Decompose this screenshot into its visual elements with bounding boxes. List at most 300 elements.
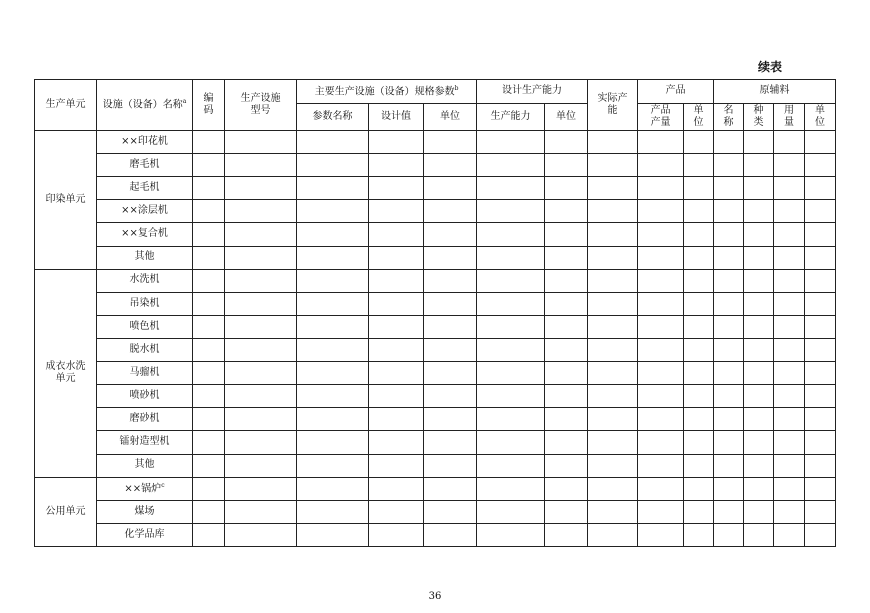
- empty-cell: [477, 454, 545, 477]
- empty-cell: [684, 200, 714, 223]
- empty-cell: [638, 338, 684, 361]
- header-param-name: 参数名称: [297, 104, 369, 131]
- header-model: 生产设施型号: [225, 80, 297, 131]
- empty-cell: [588, 431, 638, 454]
- table-row: [35, 292, 836, 315]
- facility-name-cell: 镭射造型机: [97, 431, 193, 454]
- empty-cell: [744, 385, 774, 408]
- facility-name-cell: 喷色机: [97, 315, 193, 338]
- empty-cell: [369, 408, 424, 431]
- empty-cell: [714, 315, 744, 338]
- empty-cell: [545, 131, 588, 154]
- empty-cell: [369, 523, 424, 546]
- empty-cell: [424, 385, 477, 408]
- empty-cell: [588, 385, 638, 408]
- empty-cell: [225, 500, 297, 523]
- empty-cell: [193, 500, 225, 523]
- header-design-value: 设计值: [369, 104, 424, 131]
- page-number: 36: [428, 591, 442, 602]
- header-capacity: 生产能力: [477, 104, 545, 131]
- empty-cell: [684, 223, 714, 246]
- empty-cell: [744, 200, 774, 223]
- empty-cell: [744, 131, 774, 154]
- empty-cell: [774, 431, 805, 454]
- table-row: [35, 362, 836, 385]
- empty-cell: [744, 292, 774, 315]
- empty-cell: [774, 338, 805, 361]
- empty-cell: [297, 500, 369, 523]
- empty-cell: [684, 500, 714, 523]
- empty-cell: [477, 408, 545, 431]
- empty-cell: [193, 523, 225, 546]
- empty-cell: [774, 269, 805, 292]
- empty-cell: [588, 246, 638, 269]
- header-product: 产品: [638, 80, 714, 104]
- empty-cell: [297, 292, 369, 315]
- unit-cell: 公用单元: [35, 477, 97, 546]
- empty-cell: [545, 246, 588, 269]
- empty-cell: [684, 523, 714, 546]
- table-header-row-1: [35, 80, 836, 104]
- empty-cell: [369, 200, 424, 223]
- empty-cell: [805, 385, 836, 408]
- empty-cell: [193, 292, 225, 315]
- empty-cell: [193, 269, 225, 292]
- unit-cell: 印染单元: [35, 131, 97, 270]
- empty-cell: [774, 454, 805, 477]
- header-unit: 生产单元: [35, 80, 97, 131]
- empty-cell: [297, 223, 369, 246]
- empty-cell: [297, 454, 369, 477]
- empty-cell: [477, 431, 545, 454]
- unit-cell: 成衣水洗单元: [35, 269, 97, 477]
- empty-cell: [545, 431, 588, 454]
- empty-cell: [297, 315, 369, 338]
- table-row: [35, 315, 836, 338]
- empty-cell: [684, 131, 714, 154]
- empty-cell: [805, 315, 836, 338]
- empty-cell: [714, 431, 744, 454]
- empty-cell: [545, 292, 588, 315]
- empty-cell: [744, 246, 774, 269]
- header-actual-capacity: 实际产能: [588, 80, 638, 131]
- empty-cell: [369, 223, 424, 246]
- empty-cell: [714, 338, 744, 361]
- table-row: [35, 500, 836, 523]
- facility-name-cell: 起毛机: [97, 177, 193, 200]
- empty-cell: [225, 385, 297, 408]
- empty-cell: [744, 315, 774, 338]
- empty-cell: [545, 477, 588, 500]
- empty-cell: [369, 246, 424, 269]
- empty-cell: [297, 523, 369, 546]
- empty-cell: [714, 292, 744, 315]
- empty-cell: [424, 154, 477, 177]
- empty-cell: [774, 200, 805, 223]
- empty-cell: [684, 292, 714, 315]
- empty-cell: [714, 269, 744, 292]
- table-row: [35, 454, 836, 477]
- empty-cell: [225, 315, 297, 338]
- empty-cell: [424, 523, 477, 546]
- empty-cell: [297, 154, 369, 177]
- facility-name-cell: ××锅炉$^c$: [97, 477, 193, 500]
- table-row: [35, 269, 836, 292]
- table-row: [35, 131, 836, 154]
- empty-cell: [805, 131, 836, 154]
- empty-cell: [225, 408, 297, 431]
- empty-cell: [424, 408, 477, 431]
- empty-cell: [638, 500, 684, 523]
- empty-cell: [477, 477, 545, 500]
- empty-cell: [805, 454, 836, 477]
- empty-cell: [588, 338, 638, 361]
- empty-cell: [774, 408, 805, 431]
- empty-cell: [805, 200, 836, 223]
- empty-cell: [369, 431, 424, 454]
- empty-cell: [193, 223, 225, 246]
- empty-cell: [477, 200, 545, 223]
- empty-cell: [714, 223, 744, 246]
- empty-cell: [225, 269, 297, 292]
- empty-cell: [424, 246, 477, 269]
- empty-cell: [714, 177, 744, 200]
- empty-cell: [225, 177, 297, 200]
- empty-cell: [638, 477, 684, 500]
- empty-cell: [684, 431, 714, 454]
- empty-cell: [225, 246, 297, 269]
- empty-cell: [714, 523, 744, 546]
- empty-cell: [805, 500, 836, 523]
- empty-cell: [638, 385, 684, 408]
- empty-cell: [588, 523, 638, 546]
- empty-cell: [774, 523, 805, 546]
- facility-name-cell: 吊染机: [97, 292, 193, 315]
- empty-cell: [588, 315, 638, 338]
- empty-cell: [369, 131, 424, 154]
- empty-cell: [193, 177, 225, 200]
- empty-cell: [774, 385, 805, 408]
- header-raw-material: 原辅料: [714, 80, 836, 104]
- empty-cell: [774, 315, 805, 338]
- header-design-capacity: 设计生产能力: [477, 80, 588, 104]
- empty-cell: [297, 246, 369, 269]
- empty-cell: [714, 385, 744, 408]
- empty-cell: [193, 477, 225, 500]
- empty-cell: [638, 269, 684, 292]
- empty-cell: [774, 154, 805, 177]
- empty-cell: [774, 131, 805, 154]
- empty-cell: [477, 246, 545, 269]
- empty-cell: [193, 362, 225, 385]
- empty-cell: [744, 500, 774, 523]
- empty-cell: [193, 315, 225, 338]
- empty-cell: [805, 292, 836, 315]
- table-row: [35, 177, 836, 200]
- empty-cell: [424, 338, 477, 361]
- empty-cell: [193, 385, 225, 408]
- header-material-amount: 用量: [774, 104, 805, 131]
- empty-cell: [684, 408, 714, 431]
- empty-cell: [225, 454, 297, 477]
- table-row: [35, 246, 836, 269]
- facility-name-cell: ××涂层机: [97, 200, 193, 223]
- empty-cell: [638, 223, 684, 246]
- empty-cell: [774, 477, 805, 500]
- empty-cell: [297, 338, 369, 361]
- empty-cell: [638, 523, 684, 546]
- empty-cell: [225, 362, 297, 385]
- empty-cell: [369, 362, 424, 385]
- empty-cell: [805, 477, 836, 500]
- table-row: [35, 408, 836, 431]
- header-main-params: 主要生产设施（设备）规格参数$^b$: [297, 80, 477, 104]
- empty-cell: [805, 338, 836, 361]
- facility-name-cell: 磨毛机: [97, 154, 193, 177]
- empty-cell: [369, 269, 424, 292]
- empty-cell: [805, 523, 836, 546]
- empty-cell: [424, 131, 477, 154]
- empty-cell: [684, 269, 714, 292]
- empty-cell: [225, 338, 297, 361]
- empty-cell: [225, 200, 297, 223]
- empty-cell: [477, 385, 545, 408]
- empty-cell: [684, 477, 714, 500]
- empty-cell: [193, 338, 225, 361]
- empty-cell: [714, 154, 744, 177]
- empty-cell: [545, 177, 588, 200]
- table-row: [35, 385, 836, 408]
- facility-name-cell: 其他: [97, 454, 193, 477]
- empty-cell: [369, 454, 424, 477]
- header-facility-name: 设施（设备）名称$^a$: [97, 80, 193, 131]
- empty-cell: [744, 338, 774, 361]
- header-material-type: 种类: [744, 104, 774, 131]
- empty-cell: [714, 131, 744, 154]
- facility-name-cell: 喷砂机: [97, 385, 193, 408]
- empty-cell: [369, 177, 424, 200]
- empty-cell: [638, 454, 684, 477]
- empty-cell: [714, 362, 744, 385]
- empty-cell: [714, 477, 744, 500]
- empty-cell: [424, 269, 477, 292]
- empty-cell: [369, 385, 424, 408]
- empty-cell: [545, 269, 588, 292]
- empty-cell: [193, 154, 225, 177]
- facility-name-cell: 磨砂机: [97, 408, 193, 431]
- empty-cell: [714, 454, 744, 477]
- empty-cell: [714, 408, 744, 431]
- facility-name-cell: 化学品库: [97, 523, 193, 546]
- table-row: [35, 200, 836, 223]
- empty-cell: [805, 362, 836, 385]
- empty-cell: [477, 315, 545, 338]
- empty-cell: [714, 200, 744, 223]
- empty-cell: [477, 269, 545, 292]
- empty-cell: [424, 431, 477, 454]
- empty-cell: [684, 315, 714, 338]
- empty-cell: [545, 385, 588, 408]
- header-product-output: 产品产量: [638, 104, 684, 131]
- facility-name-cell: 水洗机: [97, 269, 193, 292]
- empty-cell: [297, 200, 369, 223]
- empty-cell: [805, 246, 836, 269]
- empty-cell: [545, 200, 588, 223]
- empty-cell: [684, 454, 714, 477]
- empty-cell: [744, 154, 774, 177]
- empty-cell: [477, 500, 545, 523]
- empty-cell: [588, 177, 638, 200]
- table-row: [35, 154, 836, 177]
- empty-cell: [638, 131, 684, 154]
- empty-cell: [477, 338, 545, 361]
- table-row: [35, 431, 836, 454]
- empty-cell: [684, 338, 714, 361]
- empty-cell: [588, 454, 638, 477]
- empty-cell: [744, 408, 774, 431]
- empty-cell: [684, 177, 714, 200]
- empty-cell: [714, 246, 744, 269]
- empty-cell: [744, 431, 774, 454]
- empty-cell: [545, 408, 588, 431]
- empty-cell: [369, 500, 424, 523]
- empty-cell: [545, 338, 588, 361]
- empty-cell: [193, 131, 225, 154]
- empty-cell: [588, 362, 638, 385]
- empty-cell: [225, 292, 297, 315]
- header-product-unit: 单位: [684, 104, 714, 131]
- empty-cell: [545, 154, 588, 177]
- empty-cell: [588, 131, 638, 154]
- empty-cell: [638, 408, 684, 431]
- empty-cell: [369, 292, 424, 315]
- empty-cell: [588, 269, 638, 292]
- empty-cell: [774, 500, 805, 523]
- empty-cell: [477, 177, 545, 200]
- header-material-name: 名称: [714, 104, 744, 131]
- empty-cell: [477, 131, 545, 154]
- empty-cell: [297, 385, 369, 408]
- empty-cell: [805, 408, 836, 431]
- empty-cell: [477, 523, 545, 546]
- empty-cell: [744, 477, 774, 500]
- empty-cell: [545, 315, 588, 338]
- empty-cell: [638, 246, 684, 269]
- empty-cell: [744, 454, 774, 477]
- facility-name-cell: ××复合机: [97, 223, 193, 246]
- empty-cell: [424, 315, 477, 338]
- empty-cell: [638, 431, 684, 454]
- empty-cell: [638, 200, 684, 223]
- table-row: [35, 223, 836, 246]
- empty-cell: [684, 154, 714, 177]
- facility-name-cell: 脱水机: [97, 338, 193, 361]
- empty-cell: [193, 200, 225, 223]
- facility-name-cell: ××印花机: [97, 131, 193, 154]
- empty-cell: [225, 523, 297, 546]
- empty-cell: [638, 362, 684, 385]
- empty-cell: [297, 269, 369, 292]
- empty-cell: [805, 177, 836, 200]
- empty-cell: [774, 292, 805, 315]
- continued-label: 续表: [758, 60, 783, 74]
- empty-cell: [588, 477, 638, 500]
- empty-cell: [424, 200, 477, 223]
- empty-cell: [545, 500, 588, 523]
- empty-cell: [424, 454, 477, 477]
- empty-cell: [225, 131, 297, 154]
- empty-cell: [638, 292, 684, 315]
- table-row: [35, 338, 836, 361]
- empty-cell: [588, 154, 638, 177]
- empty-cell: [225, 477, 297, 500]
- empty-cell: [225, 223, 297, 246]
- empty-cell: [225, 431, 297, 454]
- empty-cell: [297, 177, 369, 200]
- empty-cell: [477, 362, 545, 385]
- empty-cell: [424, 223, 477, 246]
- empty-cell: [225, 154, 297, 177]
- facility-name-cell: 煤场: [97, 500, 193, 523]
- empty-cell: [744, 177, 774, 200]
- empty-cell: [297, 362, 369, 385]
- empty-cell: [545, 223, 588, 246]
- empty-cell: [684, 362, 714, 385]
- facility-table: [34, 79, 836, 547]
- empty-cell: [805, 154, 836, 177]
- table-row: [35, 523, 836, 546]
- empty-cell: [744, 523, 774, 546]
- empty-cell: [805, 223, 836, 246]
- header-material-unit: 单位: [805, 104, 836, 131]
- empty-cell: [774, 177, 805, 200]
- header-capacity-unit: 单位: [545, 104, 588, 131]
- empty-cell: [545, 523, 588, 546]
- empty-cell: [369, 315, 424, 338]
- empty-cell: [588, 500, 638, 523]
- table-row: [35, 477, 836, 500]
- header-param-unit: 单位: [424, 104, 477, 131]
- header-code: 编码: [193, 80, 225, 131]
- empty-cell: [424, 362, 477, 385]
- empty-cell: [744, 362, 774, 385]
- empty-cell: [477, 154, 545, 177]
- empty-cell: [638, 315, 684, 338]
- empty-cell: [193, 454, 225, 477]
- empty-cell: [424, 477, 477, 500]
- empty-cell: [369, 154, 424, 177]
- empty-cell: [805, 431, 836, 454]
- empty-cell: [588, 223, 638, 246]
- empty-cell: [424, 292, 477, 315]
- facility-name-cell: 马骝机: [97, 362, 193, 385]
- empty-cell: [638, 154, 684, 177]
- empty-cell: [744, 223, 774, 246]
- empty-cell: [638, 177, 684, 200]
- empty-cell: [297, 477, 369, 500]
- empty-cell: [369, 477, 424, 500]
- empty-cell: [774, 223, 805, 246]
- empty-cell: [193, 431, 225, 454]
- empty-cell: [714, 500, 744, 523]
- empty-cell: [684, 246, 714, 269]
- empty-cell: [477, 292, 545, 315]
- empty-cell: [297, 431, 369, 454]
- empty-cell: [297, 131, 369, 154]
- empty-cell: [545, 362, 588, 385]
- empty-cell: [774, 362, 805, 385]
- empty-cell: [588, 200, 638, 223]
